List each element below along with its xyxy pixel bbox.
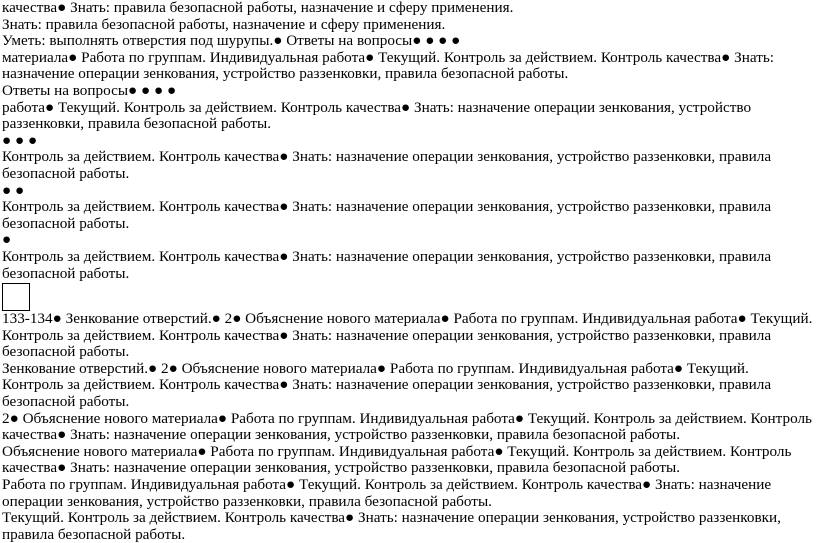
text-paragraph: Контроль за действием. Контроль качества● Знать: назначение операции зенкования, устройство раззенковки, правила безопасной работы. <box>2 198 772 232</box>
text-paragraph: материала● Работа по группам. Индивидуальная работа● Текущий. Контроль за действием. Контроль качества● Знать: назначение операции зенкования, устройство раззенковки, правила безопасной работы. <box>2 48 774 83</box>
text-paragraph: Работа по группам. Индивидуальная работа● Текущий. Контроль за действием. Контроль качества● Знать: назначение операции зенкования, устройство раззенковки, правила безопасной работы. <box>2 476 772 510</box>
text-block-upper <box>2 0 814 282</box>
text-paragraph: Текущий. Контроль за действием. Контроль качества● Знать: назначение операции зенкования, устройство раззенковки, правила безопасной работы. <box>2 509 781 543</box>
text-paragraph: работа● Текущий. Контроль за действием. Контроль качества● Знать: назначение операции зенкования, устройство раззенковки, правила безопасной работы. <box>2 98 752 133</box>
text-paragraph: Контроль за действием. Контроль качества● Знать: назначение операции зенкования, устройство раззенковки, правила безопасной работы. <box>2 148 772 182</box>
text-paragraph: ● ● ● <box>2 131 38 149</box>
text-paragraph: Объяснение нового материала● Работа по группам. Индивидуальная работа● Текущий. Контроль за действием. Контроль качества● Знать: назначение операции зенкования, устройство раззенковки, правила безопасной работы. <box>2 442 792 477</box>
text-paragraph: Ответы на вопросы● ● ● ● <box>2 81 177 99</box>
empty-table-cell <box>2 283 30 311</box>
text-paragraph: Знать: правила безопасной работы, назначение и сферу применения. <box>2 15 446 33</box>
text-paragraph: Зенкование отверстий.● 2● Объяснение нового материала● Работа по группам. Индивидуальная работа● Текущий. Контроль за действием. Контроль качества● Знать: назначение операции зенкования, устройство раззенковки, правила безопасной работы. <box>2 359 772 411</box>
text-paragraph: 2● Объяснение нового материала● Работа по группам. Индивидуальная работа● Текущий. Контроль за действием. Контроль качества● Знать: назначение операции зенкования, устройство раззенковки, правила безопасной работы. <box>2 409 812 444</box>
text-block-lower <box>2 311 814 543</box>
text-paragraph: Контроль за действием. Контроль качества● Знать: назначение операции зенкования, устройство раззенковки, правила безопасной работы. <box>2 247 772 282</box>
text-paragraph: ● <box>2 231 12 249</box>
text-paragraph: 133-134● Зенкование отверстий.● 2● Объяснение нового материала● Работа по группам. Индивидуальная работа● Текущий. Контроль за действием. Контроль качества● Знать: назначение операции зенкования, устройство раззенковки, правила безопасной работы. <box>2 310 813 361</box>
text-paragraph: качества● Знать: правила безопасной работы, назначение и сферу применения. <box>2 0 514 16</box>
text-paragraph: Уметь: выполнять отверстия под шурупы.● Ответы на вопросы● ● ● ● <box>2 32 461 50</box>
text-paragraph: ● ● <box>2 181 25 199</box>
